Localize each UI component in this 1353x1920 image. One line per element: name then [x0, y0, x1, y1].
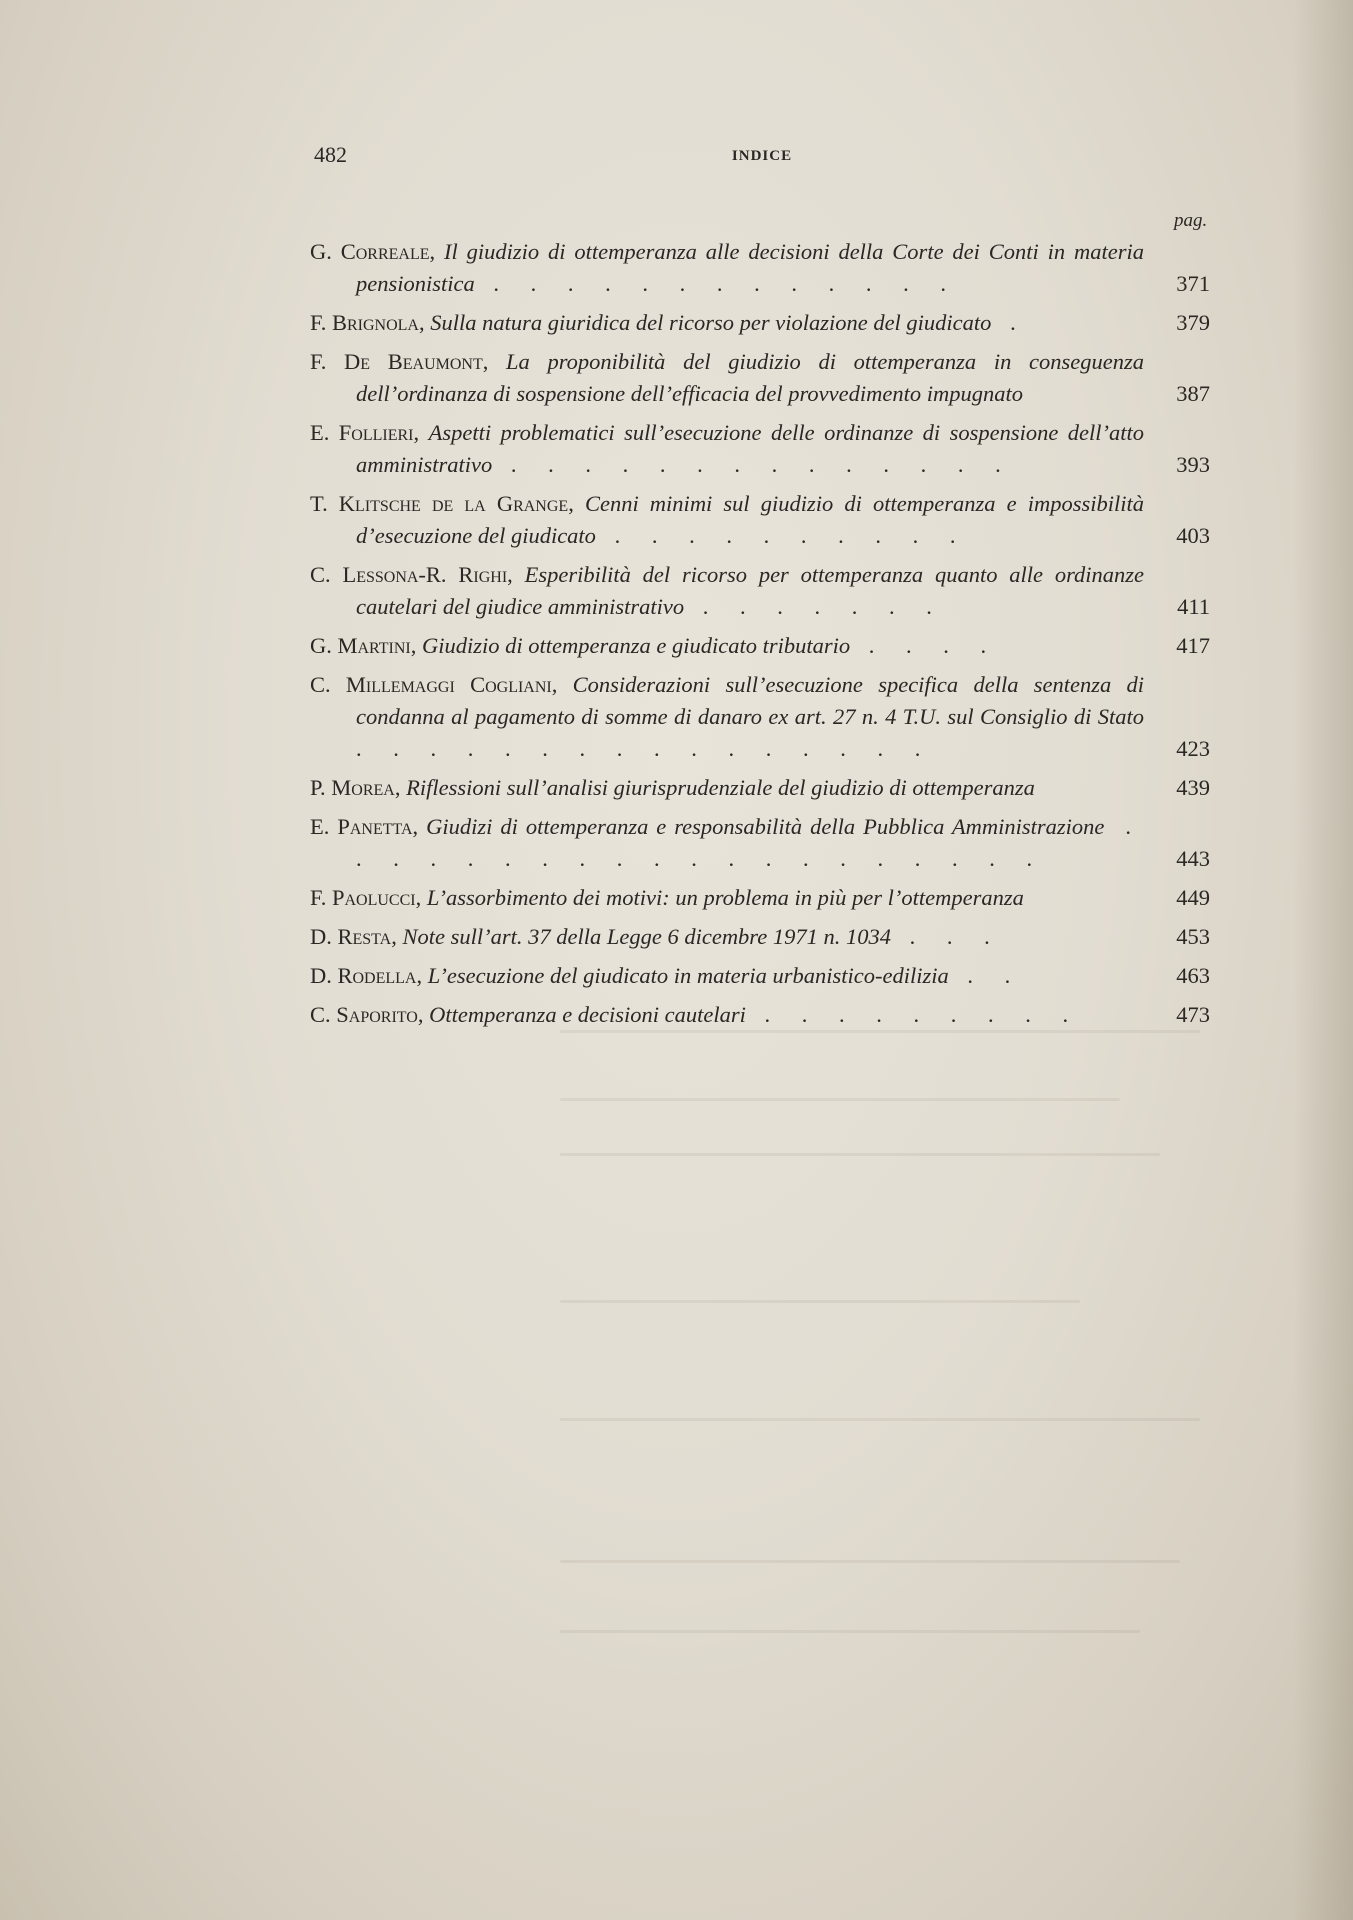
- show-through-line: [560, 1098, 1120, 1101]
- show-through-line: [560, 1153, 1160, 1156]
- toc-entry: [310, 417, 1210, 481]
- toc-author: E. Follieri,: [310, 420, 420, 445]
- toc-entry-text: [310, 346, 1158, 410]
- toc-entry-text: [310, 417, 1158, 481]
- toc-page-number: 463: [1176, 963, 1210, 988]
- toc-author: G. Martini,: [310, 633, 417, 658]
- toc-title: Giudizi di ottemperanza e responsabilità della Pubblica Amministrazione: [426, 814, 1105, 839]
- toc-author: E. Panetta,: [310, 814, 419, 839]
- show-through-line: [560, 1560, 1180, 1563]
- toc-entry-text: [310, 921, 1158, 953]
- toc-entry: [310, 236, 1210, 300]
- table-of-contents: [310, 236, 1210, 1038]
- toc-page-number: 379: [1176, 310, 1210, 335]
- toc-page-number: 439: [1176, 775, 1210, 800]
- toc-entry-text: [310, 630, 1158, 662]
- toc-author: F. Paolucci,: [310, 885, 422, 910]
- toc-entry: [310, 921, 1210, 953]
- toc-author: P. Morea,: [310, 775, 401, 800]
- page-edge-shadow: [1293, 0, 1353, 1920]
- toc-title: Sulla natura giuridica del ricorso per violazione del giudicato: [430, 310, 992, 335]
- toc-title: Ottemperanza e decisioni cautelari: [429, 1002, 746, 1027]
- toc-entry-text: [310, 999, 1158, 1031]
- toc-entry: [310, 999, 1210, 1031]
- toc-author: C. Saporito,: [310, 1002, 424, 1027]
- toc-title: Note sull’art. 37 della Legge 6 dicembre 1971 n. 1034: [402, 924, 891, 949]
- page-column-heading: pag.: [1174, 210, 1208, 231]
- toc-entry: [310, 882, 1210, 914]
- toc-entry-text: [310, 236, 1158, 300]
- toc-page-number: 449: [1176, 885, 1210, 910]
- toc-title: Cenni minimi sul giudizio di ottemperanza e impossibilità d’esecuzione del giudicato: [356, 491, 1145, 548]
- toc-dot-leader: . . . . . . . . . . . . . .: [492, 452, 1014, 477]
- toc-page-number: 387: [1176, 381, 1210, 406]
- toc-entry: [310, 630, 1210, 662]
- toc-author: F. De Beaumont,: [310, 349, 489, 374]
- toc-title: L’assorbimento dei motivi: un problema in più per l’ottemperanza: [426, 885, 1024, 910]
- toc-dot-leader: . . . . . . . . . . . . . . . . . . . .: [356, 814, 1144, 871]
- toc-entry-text: [310, 882, 1158, 914]
- toc-title: Aspetti problematici sull’esecuzione delle ordinanze di sospensione dell’atto amministrativo: [356, 420, 1145, 477]
- toc-entry: [310, 669, 1210, 765]
- toc-entry: [310, 960, 1210, 992]
- toc-author: D. Rodella,: [310, 963, 423, 988]
- toc-page-number: 371: [1176, 271, 1210, 296]
- toc-entry: [310, 346, 1210, 410]
- toc-title: Il giudizio di ottemperanza alle decisioni della Corte dei Conti in materia pensionistica: [356, 239, 1145, 296]
- toc-title: Esperibilità del ricorso per ottemperanza quanto alle ordinanze cautelari del giudice amministrativo: [356, 562, 1144, 619]
- toc-entry: [310, 772, 1210, 804]
- toc-entry-text: [310, 669, 1158, 765]
- toc-page-number: 417: [1176, 633, 1210, 658]
- toc-dot-leader: . . . .: [850, 633, 1000, 658]
- toc-author: T. Klitsche de la Grange,: [310, 491, 574, 516]
- toc-title: Riflessioni sull’analisi giurisprudenziale del giudizio di ottemperanza: [406, 775, 1035, 800]
- toc-title: Considerazioni sull’esecuzione specifica della sentenza di condanna al pagamento di somme di danaro ex art. 27 n. 4 T.U. sul Consiglio di Stato: [356, 672, 1144, 729]
- toc-dot-leader: . . . . . . . . . . . . . . . .: [356, 736, 934, 761]
- toc-page-number: 411: [1177, 594, 1210, 619]
- toc-entry-text: [310, 307, 1158, 339]
- page-header: [314, 142, 1210, 182]
- toc-author: D. Resta,: [310, 924, 397, 949]
- toc-dot-leader: . . .: [890, 924, 1003, 949]
- page-number: 482: [314, 142, 347, 167]
- toc-entry: [310, 811, 1210, 875]
- toc-entry: [310, 559, 1210, 623]
- toc-title: La proponibilità del giudizio di ottemperanza in conseguenza dell’ordinanza di sospensione dell’efficacia del provvedimento impugnato: [356, 349, 1144, 406]
- toc-page-number: 403: [1176, 523, 1210, 548]
- toc-entry: [310, 488, 1210, 552]
- toc-dot-leader: . . . . . . . . . . . . .: [474, 271, 959, 296]
- toc-page-number: 393: [1176, 452, 1210, 477]
- toc-entry-text: [310, 811, 1158, 875]
- toc-dot-leader: . . . . . . .: [684, 594, 945, 619]
- toc-page-number: 443: [1176, 846, 1210, 871]
- toc-title: Giudizio di ottemperanza e giudicato tributario: [422, 633, 851, 658]
- show-through-line: [560, 1418, 1200, 1421]
- toc-entry-text: [310, 772, 1158, 804]
- toc-entry-text: [310, 960, 1158, 992]
- toc-entry: [310, 307, 1210, 339]
- show-through-line: [560, 1300, 1080, 1303]
- toc-dot-leader: . . . . . . . . .: [745, 1002, 1082, 1027]
- toc-title: L’esecuzione del giudicato in materia urbanistico-edilizia: [427, 963, 949, 988]
- toc-entry-text: [310, 488, 1158, 552]
- show-through-line: [560, 1630, 1140, 1633]
- toc-author: F. Brignola,: [310, 310, 425, 335]
- running-title: INDICE: [731, 148, 793, 164]
- toc-author: C. Lessona-R. Righi,: [310, 562, 513, 587]
- toc-dot-leader: .: [991, 310, 1029, 335]
- toc-page-number: 473: [1176, 1002, 1210, 1027]
- toc-entry-text: [310, 559, 1158, 623]
- toc-dot-leader: . . . . . . . . . .: [595, 523, 969, 548]
- toc-page-number: 453: [1176, 924, 1210, 949]
- toc-page-number: 423: [1176, 736, 1210, 761]
- toc-dot-leader: . .: [948, 963, 1024, 988]
- toc-author: C. Millemaggi Cogliani,: [310, 672, 558, 697]
- toc-author: G. Correale,: [310, 239, 436, 264]
